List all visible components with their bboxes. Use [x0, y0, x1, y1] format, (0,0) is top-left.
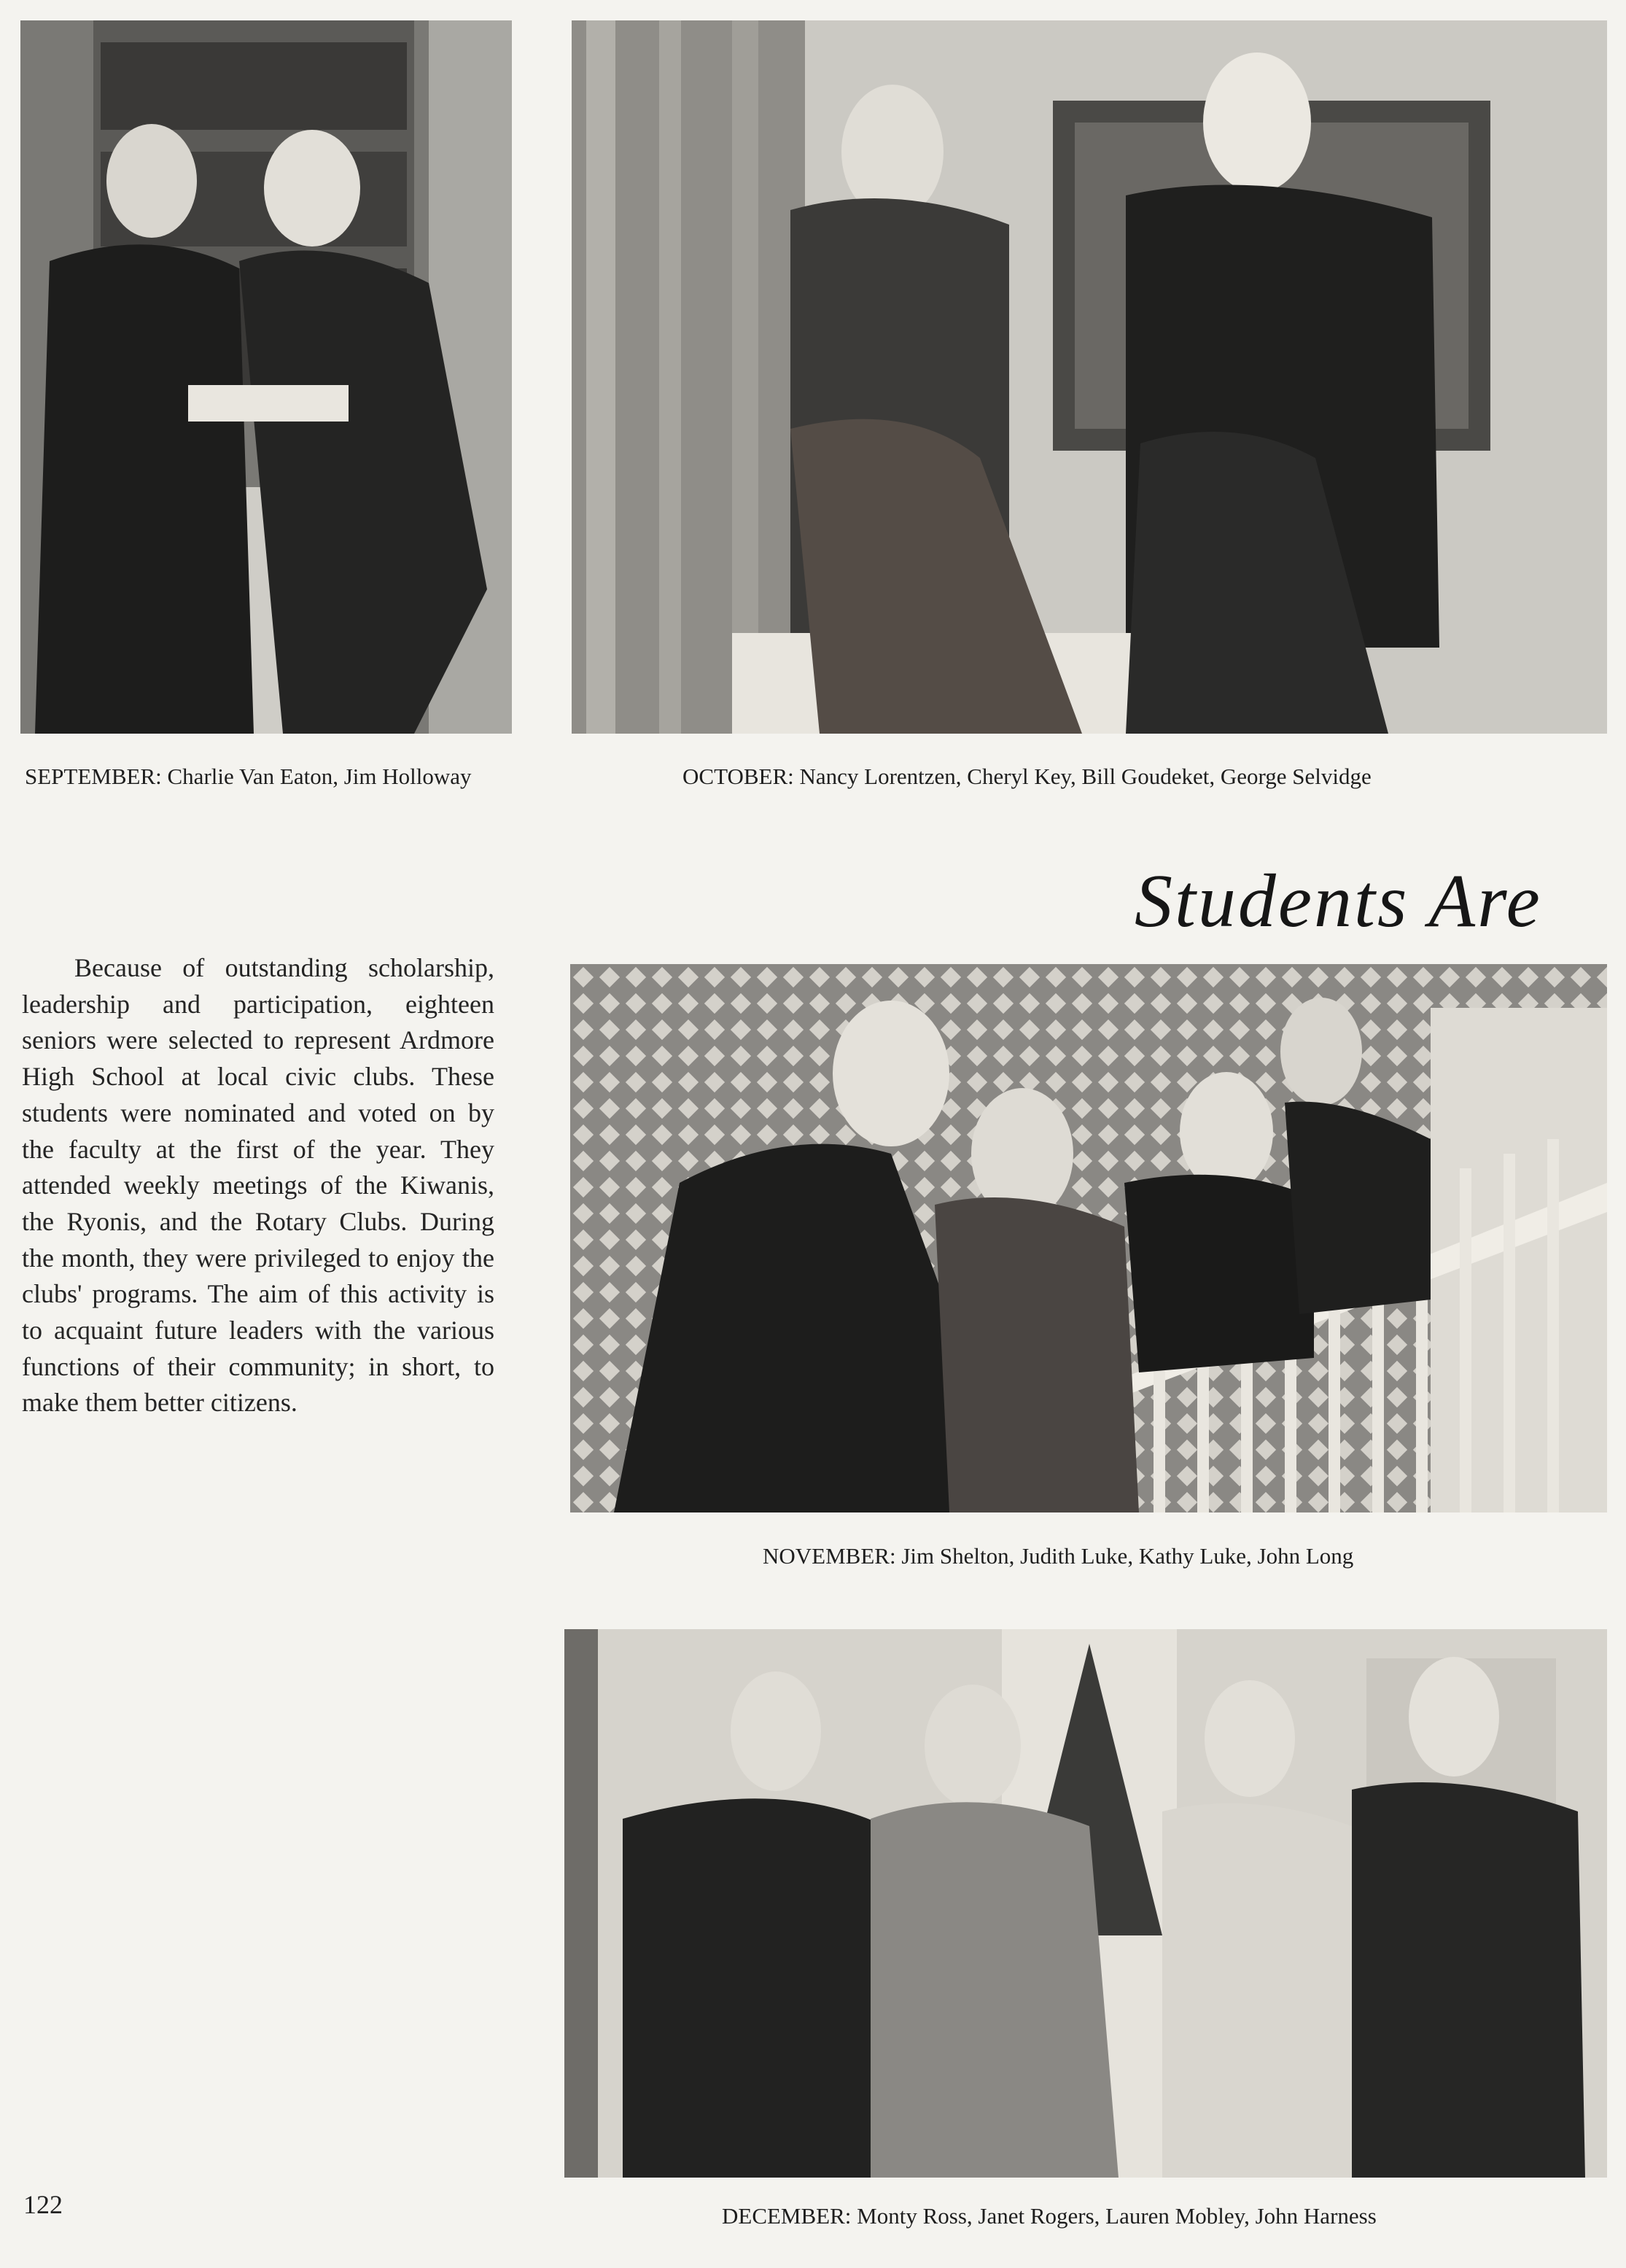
october-photo — [572, 20, 1607, 734]
page-number: 122 — [23, 2190, 63, 2219]
november-photo — [570, 964, 1607, 1512]
december-caption: DECEMBER: Monty Ross, Janet Rogers, Lauren Mobley, John Harness — [722, 2203, 1377, 2229]
september-caption: SEPTEMBER: Charlie Van Eaton, Jim Holloway — [25, 764, 472, 789]
body-paragraph: Because of outstanding scholarship, leadership and participation, eighteen seniors were selected to represent Ardmore High School at local civic clubs. These students were nominated and voted on by the faculty at the first of the year. They attended weekly meetings of the Kiwanis, the Ryonis, and the Rotary Clubs. During the month, they were privileged to enjoy the clubs' programs. The aim of this activity is to acquaint future leaders with the various functions of their community; in short, to make them better citizens. — [22, 953, 494, 1418]
october-caption: OCTOBER: Nancy Lorentzen, Cheryl Key, Bill Goudeket, George Selvidge — [682, 764, 1372, 789]
december-photo — [564, 1629, 1607, 2178]
november-caption: NOVEMBER: Jim Shelton, Judith Luke, Kathy Luke, John Long — [763, 1543, 1354, 1569]
september-photo — [20, 20, 512, 734]
page-headline: Students Are — [1135, 859, 1542, 943]
